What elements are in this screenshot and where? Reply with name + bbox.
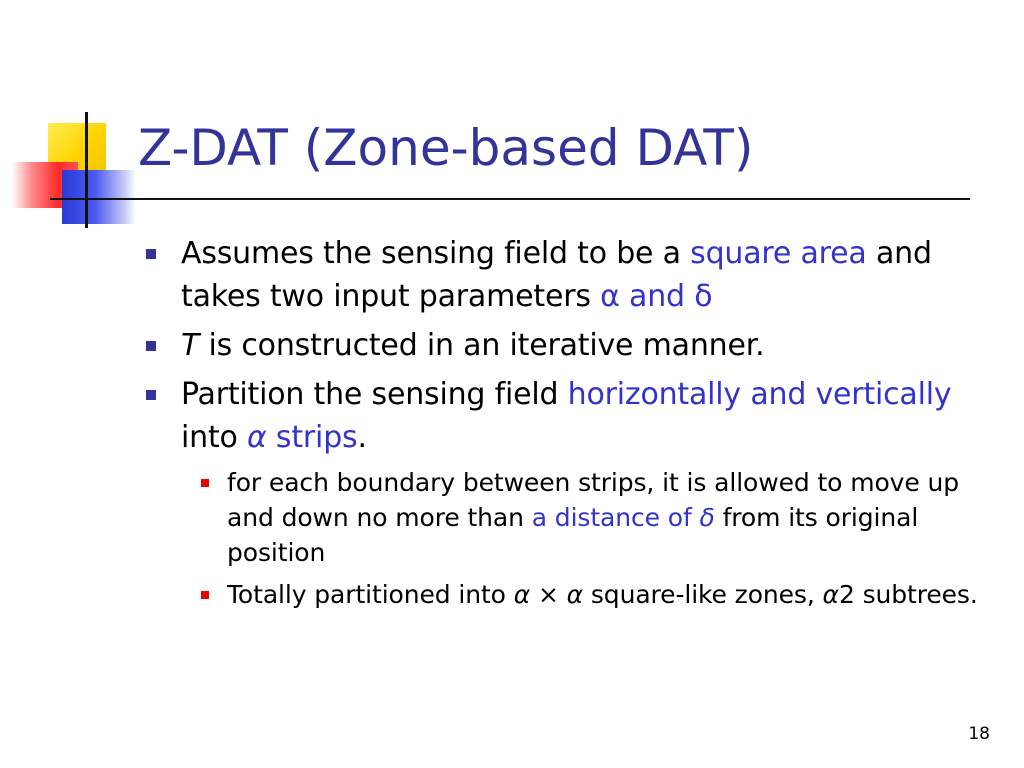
- slide-content: [142, 232, 1002, 619]
- sub-bullet-square-icon: [201, 591, 209, 599]
- bullet-1: [142, 232, 1002, 318]
- bullet-square-icon: [146, 341, 156, 351]
- sub-bullet-1: [187, 465, 1002, 570]
- page-number: 18: [968, 724, 990, 744]
- logo-vertical-line: [85, 112, 88, 228]
- bullet-square-icon: [146, 390, 156, 400]
- bullet-1-text: Assumes the sensing field to be a square area and takes two input parameters α and δ: [181, 236, 932, 314]
- logo-blue-square: [62, 170, 136, 224]
- bullet-3-text: Partition the sensing field horizontally and vertically into α strips.: [181, 377, 952, 455]
- slide-title: Z-DAT (Zone-based DAT): [138, 119, 754, 177]
- sub-bullet-list: [142, 465, 1002, 612]
- bullet-2-text: T is constructed in an iterative manner.: [181, 328, 765, 363]
- bullet-3: [142, 373, 1002, 459]
- sub-bullet-2-text: Totally partitioned into α × α square-like zones, α2 subtrees.: [227, 580, 978, 609]
- sub-bullet-square-icon: [201, 479, 209, 487]
- bullet-square-icon: [146, 249, 156, 259]
- sub-bullet-1-text: for each boundary between strips, it is allowed to move up and down no more than a distance of δ from its original position: [227, 468, 960, 567]
- sub-bullet-2: [187, 577, 1002, 612]
- bullet-2: [142, 324, 1002, 367]
- title-underline: [50, 198, 970, 200]
